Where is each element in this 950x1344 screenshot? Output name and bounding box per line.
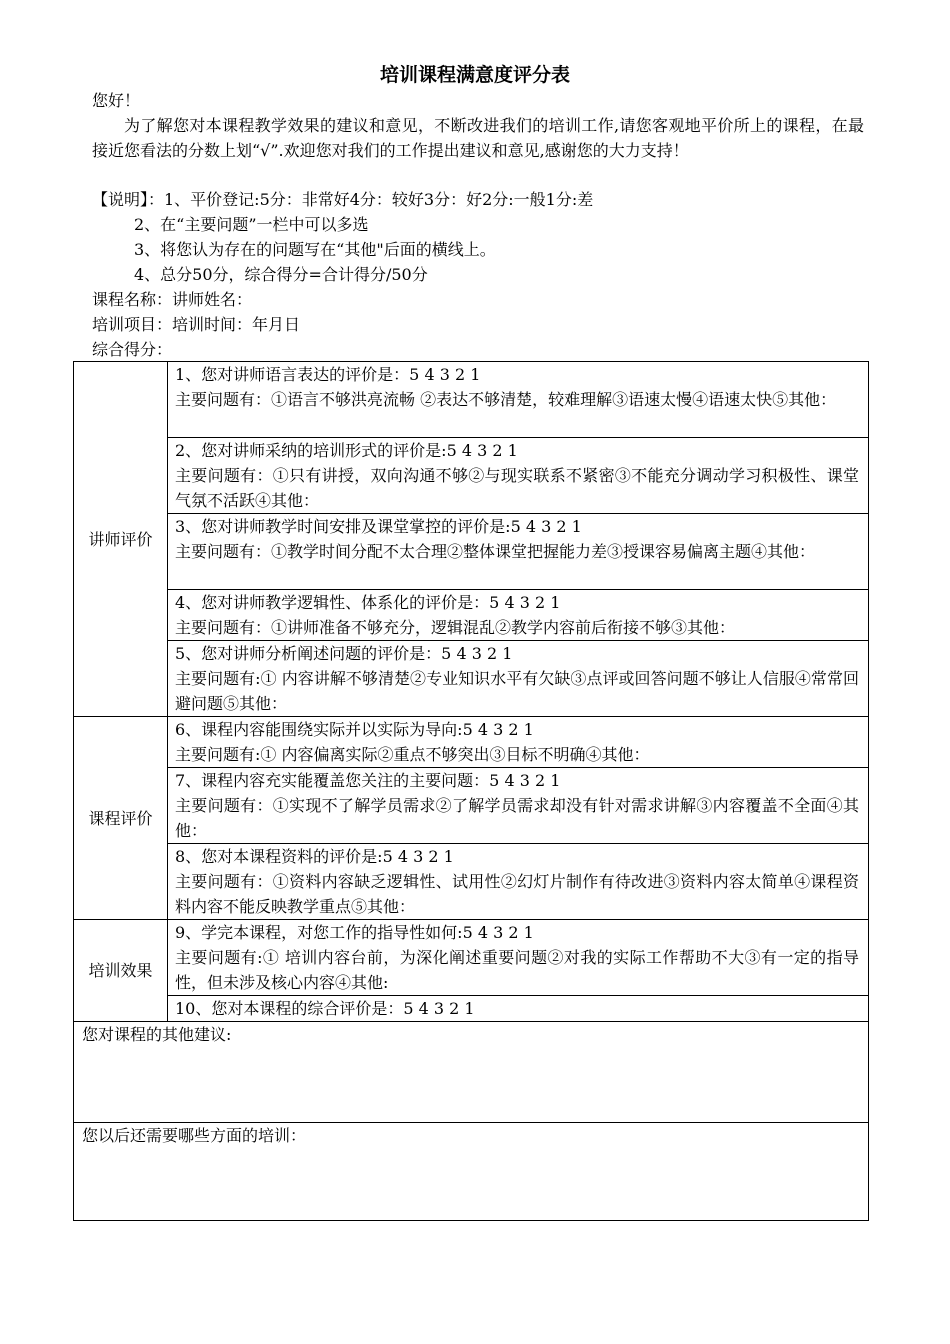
table-row	[74, 590, 869, 641]
question-text: 9、学完本课程，对您工作的指导性如何:5 4 3 2 1	[175, 923, 534, 942]
question-3[interactable]	[168, 514, 869, 590]
problem-options: 主要问题有：①资料内容缺乏逻辑性、试用性②幻灯片制作有待改进③资料内容太简单④课程资料内容不能反映教学重点⑤其他：	[175, 872, 859, 916]
table-row	[74, 996, 869, 1022]
section-effect: 培训效果	[74, 920, 168, 1022]
question-text: 7、课程内容充实能覆盖您关注的主要问题：5 4 3 2 1	[175, 771, 561, 790]
suggestions-label: 您对课程的其他建议:	[82, 1025, 232, 1044]
future-training-label: 您以后还需要哪些方面的培训：	[82, 1126, 307, 1145]
question-10[interactable]	[168, 996, 869, 1022]
evaluation-table	[73, 361, 869, 1221]
table-row	[74, 717, 869, 768]
question-text: 4、您对讲师教学逻辑性、体系化的评价是：5 4 3 2 1	[175, 593, 561, 612]
table-row	[74, 1123, 869, 1221]
project-line: 培训项目：培训时间：年月日	[92, 315, 301, 334]
question-9[interactable]	[168, 920, 869, 996]
intro-paragraph: 为了解您对本课程教学效果的建议和意见，不断改进我们的培训工作,请您客观地平价所上的课程，在最接近您看法的分数上划“√”.欢迎您对我们的工作提出建议和意见,感谢您的大力支持！	[92, 116, 864, 160]
problem-options: 主要问题有：①语言不够洪亮流畅 ②表达不够清楚，较难理解③语速太慢④语速太快⑤其他：	[175, 390, 837, 409]
note-4: 4、总分50分，综合得分=合计得分/50分	[134, 265, 428, 284]
question-text: 6、课程内容能围绕实际并以实际为导向:5 4 3 2 1	[175, 720, 534, 739]
problem-options: 主要问题有：①讲师准备不够充分，逻辑混乱②教学内容前后衔接不够③其他：	[175, 618, 736, 637]
question-4[interactable]	[168, 590, 869, 641]
course-name-line: 课程名称：讲师姓名：	[92, 290, 253, 309]
question-text: 3、您对讲师教学时间安排及课堂掌控的评价是:5 4 3 2 1	[175, 517, 582, 536]
table-row	[74, 362, 869, 438]
question-6[interactable]	[168, 717, 869, 768]
question-text: 8、您对本课程资料的评价是:5 4 3 2 1	[175, 847, 454, 866]
problem-options: 主要问题有：①教学时间分配不太合理②整体课堂把握能力差③授课容易偏离主题④其他：	[175, 542, 816, 561]
question-text: 1、您对讲师语言表达的评价是：5 4 3 2 1	[175, 365, 481, 384]
question-1[interactable]	[168, 362, 869, 438]
table-row	[74, 768, 869, 844]
problem-options: 主要问题有：①实现不了解学员需求②了解学员需求却没有针对需求讲解③内容覆盖不全面④其他：	[175, 796, 859, 840]
problem-options: 主要问题有:① 内容讲解不够清楚②专业知识水平有欠缺③点评或回答问题不够让人信服④常常回避问题⑤其他：	[175, 669, 859, 713]
greeting: 您好！	[92, 91, 141, 110]
question-5[interactable]	[168, 641, 869, 717]
question-text: 2、您对讲师采纳的培训形式的评价是:5 4 3 2 1	[175, 441, 518, 460]
problem-options: 主要问题有:① 培训内容台前，为深化阐述重要问题②对我的实际工作帮助不大③有一定的指导性，但未涉及核心内容④其他:	[175, 948, 859, 992]
suggestions-field[interactable]	[74, 1022, 869, 1123]
table-row	[74, 920, 869, 996]
table-row	[74, 438, 869, 514]
section-teacher: 讲师评价	[74, 362, 168, 717]
note-2: 2、在“主要问题”一栏中可以多选	[134, 215, 369, 234]
problem-options: 主要问题有:① 内容偏离实际②重点不够突出③目标不明确④其他：	[175, 745, 650, 764]
question-text: 10、您对本课程的综合评价是：5 4 3 2 1	[175, 999, 475, 1018]
note-3: 3、将您认为存在的问题写在“其他"后面的横线上。	[134, 240, 496, 259]
problem-options: 主要问题有：①只有讲授，双向沟通不够②与现实联系不紧密③不能充分调动学习积极性、课堂气氛不活跃④其他：	[175, 466, 859, 510]
question-2[interactable]	[168, 438, 869, 514]
future-training-field[interactable]	[74, 1123, 869, 1221]
table-row	[74, 514, 869, 590]
form-title: 培训课程满意度评分表	[379, 64, 570, 86]
section-course: 课程评价	[74, 717, 168, 920]
question-8[interactable]	[168, 844, 869, 920]
question-7[interactable]	[168, 768, 869, 844]
note-1: 【说明】：1、平价登记:5分：非常好4分：较好3分：好2分:一般1分:差	[92, 190, 594, 209]
table-row	[74, 844, 869, 920]
overall-score-line: 综合得分：	[92, 340, 173, 359]
table-row	[74, 641, 869, 717]
question-text: 5、您对讲师分析阐述问题的评价是：5 4 3 2 1	[175, 644, 513, 663]
table-row	[74, 1022, 869, 1123]
